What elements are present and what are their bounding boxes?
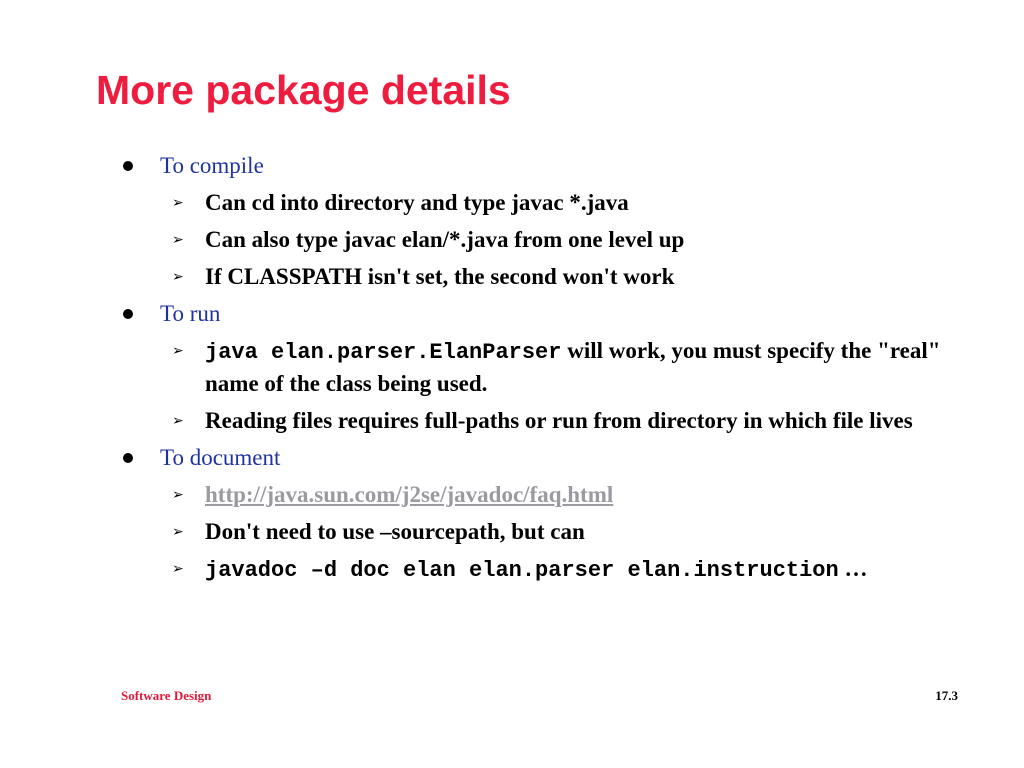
- javadoc-faq-link[interactable]: http://java.sun.com/j2se/javadoc/faq.html: [205, 482, 614, 507]
- sub-item-text: …: [838, 556, 868, 581]
- arrow-bullet-icon: ➢: [172, 524, 184, 540]
- sub-item-text: Reading files requires full-paths or run from directory in which file lives: [205, 408, 913, 433]
- bullet-dot-icon: [123, 453, 133, 463]
- bullet-dot-icon: [123, 161, 133, 171]
- bullet-heading: To compile: [160, 153, 264, 178]
- arrow-bullet-icon: ➢: [172, 561, 184, 577]
- bullet-to-compile: [0, 150, 1024, 181]
- slide-body: [0, 150, 1024, 592]
- sub-item: [0, 187, 1024, 218]
- slide-title: More package details: [96, 67, 511, 113]
- bullet-dot-icon: [123, 309, 133, 319]
- sub-item: [0, 261, 1024, 292]
- sub-item: [0, 553, 1024, 586]
- sub-item: [0, 479, 1024, 510]
- arrow-bullet-icon: ➢: [172, 343, 184, 359]
- bullet-heading: To document: [160, 445, 281, 470]
- sub-item: [0, 224, 1024, 255]
- sub-item: [0, 335, 1024, 399]
- sub-item-text: Can cd into directory and type javac *.java: [205, 190, 629, 215]
- bullet-to-document: [0, 442, 1024, 473]
- code-snippet: javadoc –d doc elan elan.parser elan.instruction: [205, 558, 839, 583]
- footer-course-name: Software Design: [121, 688, 212, 703]
- sub-item: [0, 516, 1024, 547]
- arrow-bullet-icon: ➢: [172, 269, 184, 285]
- bullet-to-run: [0, 298, 1024, 329]
- arrow-bullet-icon: ➢: [172, 195, 184, 211]
- arrow-bullet-icon: ➢: [172, 413, 184, 429]
- arrow-bullet-icon: ➢: [172, 232, 184, 248]
- sub-item-text: Don't need to use –sourcepath, but can: [205, 519, 585, 544]
- sub-item-text: Can also type javac elan/*.java from one level up: [205, 227, 685, 252]
- bullet-heading: To run: [160, 301, 221, 326]
- sub-item-text: If CLASSPATH isn't set, the second won't work: [205, 264, 675, 289]
- sub-item: [0, 405, 1024, 436]
- sub-item-text: will work, you must specify the "real" name of the class being used.: [205, 338, 941, 396]
- code-snippet: java elan.parser.ElanParser: [205, 340, 562, 365]
- arrow-bullet-icon: ➢: [172, 487, 184, 503]
- footer-slide-number: 17.3: [935, 688, 958, 703]
